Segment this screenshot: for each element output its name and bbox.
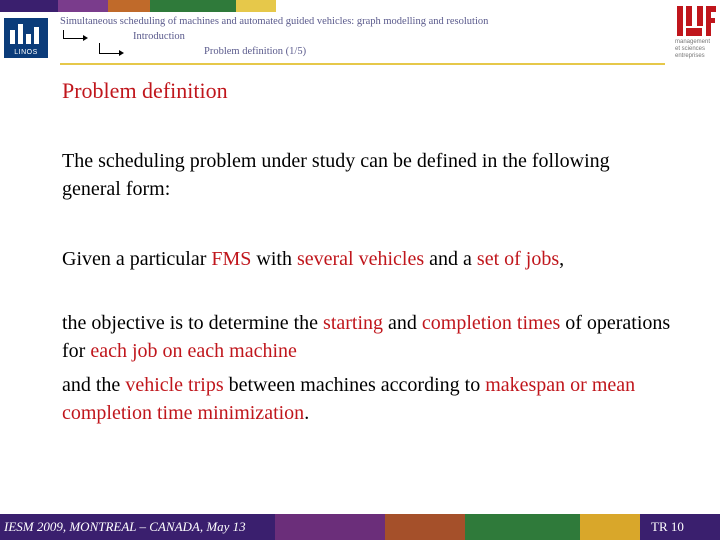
body-text: and (383, 312, 422, 334)
linos-logo (4, 18, 48, 58)
breadcrumb-level-3[interactable]: Problem definition (1/5) (204, 46, 307, 57)
management-logo-mark (677, 6, 715, 36)
highlighted-text: vehicle trips (125, 374, 224, 396)
highlighted-text: FMS (211, 248, 252, 270)
body-paragraph-2 (62, 309, 677, 365)
breadcrumb-level-1[interactable]: Simultaneous scheduling of machines and automated guided vehicles: graph modelling and resolution (60, 16, 489, 27)
slide-title: Problem definition (62, 78, 228, 103)
highlighted-text: set of jobs (476, 248, 560, 270)
body-paragraph-3 (62, 371, 662, 427)
body-text: of operations for (62, 312, 671, 362)
top-color-strip (0, 0, 720, 12)
highlighted-text: completion times (421, 312, 561, 334)
body-text: . (304, 402, 310, 424)
management-logo (675, 6, 717, 68)
body-text: between machines according to (223, 374, 486, 396)
highlighted-text: makespan or mean completion time minimization (62, 374, 636, 424)
highlighted-text: several vehicles (296, 248, 425, 270)
highlighted-text: starting (323, 312, 384, 334)
body-text: , (559, 248, 565, 270)
highlighted-text: each job on each machine (90, 340, 297, 362)
body-paragraph-1 (62, 245, 662, 273)
intro-paragraph: The scheduling problem under study can be defined in the following general form: (62, 150, 610, 200)
page-number: TR 10 (651, 519, 684, 534)
body-text: with (251, 248, 297, 270)
breadcrumb-level-2[interactable]: Introduction (133, 31, 185, 42)
body-text: and the (62, 374, 126, 396)
body-text: the objective is to determine the (62, 312, 324, 334)
footer-text: IESM 2009, MONTREAL – CANADA, May 13 (4, 519, 246, 534)
body-text: and a (424, 248, 477, 270)
body-text: Given a particular (62, 248, 212, 270)
management-logo-text: management et sciences entreprises (675, 39, 711, 59)
header-divider (60, 63, 665, 65)
linos-logo-text: LINOS (14, 49, 38, 56)
